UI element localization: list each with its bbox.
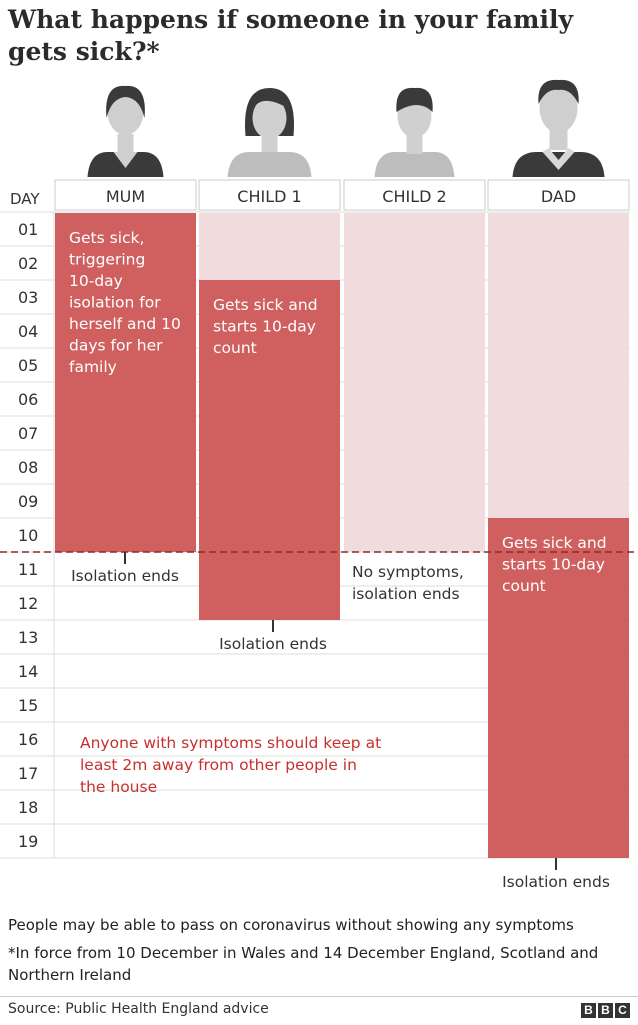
end-note: Isolation ends (71, 567, 179, 585)
bbc-logo (581, 1003, 630, 1018)
day-tick-label: 03 (18, 288, 39, 307)
chart-title: What happens if someone in your family gets sick?* (8, 5, 573, 66)
footnote-dates: *In force from 10 December in Wales and 14 December England, Scotland and Northern Ireland (8, 944, 599, 984)
man-avatar-icon (513, 80, 605, 177)
isolation-bar (199, 213, 340, 280)
woman-avatar-icon (88, 86, 164, 177)
day-tick-label: 11 (18, 560, 39, 579)
day-tick-label: 04 (18, 322, 39, 341)
column-header-label: MUM (105, 187, 146, 206)
end-note: Isolation ends (219, 635, 327, 653)
day-tick-label: 07 (18, 424, 39, 443)
day-tick-label: 05 (18, 356, 39, 375)
column-header-label: DAD (540, 187, 577, 206)
girl-avatar-icon (228, 88, 312, 177)
end-note: No symptoms, isolation ends (352, 563, 464, 603)
sick-bar-note: Gets sick and starts 10-day count (213, 296, 318, 357)
day-tick-label: 13 (18, 628, 39, 647)
day-tick-label: 16 (18, 730, 39, 749)
sick-bar-note: Gets sick and starts 10-day count (502, 534, 607, 595)
bbc-logo-letter: C (615, 1003, 630, 1018)
day-tick-label: 09 (18, 492, 39, 511)
bbc-logo-letter: B (598, 1003, 613, 1018)
day-axis-title: DAY (10, 190, 40, 208)
end-note: Isolation ends (502, 873, 610, 891)
isolation-bar (344, 213, 485, 552)
source-bar (0, 996, 638, 1025)
isolation-bar (488, 213, 629, 518)
footnote-symptoms: People may be able to pass on coronavirus without showing any symptoms (8, 916, 574, 934)
day-tick-label: 10 (18, 526, 39, 545)
day-tick-label: 19 (18, 832, 39, 851)
sick-bar-note: Gets sick, triggering 10-day isolation for herself and 10 days for her family (69, 229, 181, 376)
day-tick-label: 12 (18, 594, 39, 613)
footnotes (8, 914, 630, 992)
day-tick-label: 06 (18, 390, 39, 409)
day-tick-label: 17 (18, 764, 39, 783)
distance-annotation: Anyone with symptoms should keep at least 2m away from other people in the house (80, 734, 382, 796)
bbc-logo-letter: B (581, 1003, 596, 1018)
day-tick-label: 08 (18, 458, 39, 477)
day-tick-label: 01 (18, 220, 39, 239)
day-tick-label: 18 (18, 798, 39, 817)
boy-avatar-icon (375, 88, 455, 177)
source-text: Source: Public Health England advice (8, 1001, 269, 1017)
day-tick-label: 14 (18, 662, 39, 681)
day-tick-label: 15 (18, 696, 39, 715)
day-tick-label: 02 (18, 254, 39, 273)
column-header-label: CHILD 1 (237, 187, 302, 206)
column-header-label: CHILD 2 (382, 187, 447, 206)
